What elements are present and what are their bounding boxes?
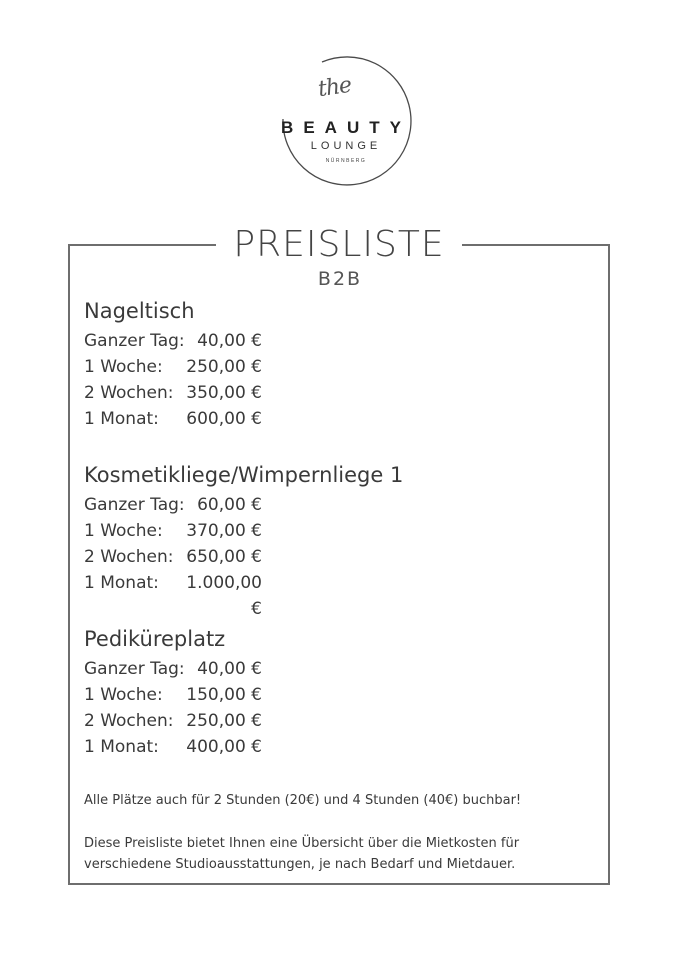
- page-subtitle: B2B: [317, 268, 363, 290]
- price-row: [84, 406, 594, 432]
- price-label: Ganzer Tag:: [84, 331, 185, 351]
- price-row: [84, 734, 594, 760]
- price-value: 250,00 €: [186, 357, 262, 377]
- section-title: Kosmetikliege/Wimpernliege 1: [84, 463, 404, 487]
- price-value: 1.000,00 €: [186, 573, 262, 619]
- price-label: 1 Monat:: [84, 573, 159, 593]
- price-value: 40,00 €: [197, 331, 262, 351]
- logo-script-the: the: [316, 72, 353, 103]
- price-row: [84, 492, 594, 518]
- section-title: Nageltisch: [84, 299, 195, 323]
- frame-top-line-right: [462, 244, 610, 246]
- price-list-content: [84, 296, 594, 875]
- logo-wordmark-lounge: LOUNGE: [310, 140, 382, 152]
- price-label: 1 Monat:: [84, 737, 159, 757]
- price-value: 40,00 €: [197, 659, 262, 679]
- logo-wordmark-beauty: BEAUTY: [281, 118, 411, 137]
- price-value: 370,00 €: [186, 521, 262, 541]
- price-label: 2 Wochen:: [84, 383, 174, 403]
- price-row: [84, 354, 594, 380]
- price-label: 1 Woche:: [84, 685, 163, 705]
- description-line-2: verschiedene Studioausstattungen, je nach Bedarf und Mietdauer.: [84, 857, 516, 872]
- page-title: PREISLISTE: [233, 224, 445, 265]
- price-label: 1 Woche:: [84, 357, 163, 377]
- price-label: 1 Woche:: [84, 521, 163, 541]
- price-row: [84, 708, 594, 734]
- price-label: Ganzer Tag:: [84, 495, 185, 515]
- price-row: [84, 380, 594, 406]
- section-title: Pediküreplatz: [84, 627, 226, 651]
- price-row: [84, 544, 594, 570]
- price-value: 600,00 €: [186, 409, 262, 429]
- section-nageltisch: [84, 296, 594, 432]
- price-label: Ganzer Tag:: [84, 659, 185, 679]
- price-label: 1 Monat:: [84, 409, 159, 429]
- price-row: [84, 656, 594, 682]
- section-kosmetikliege: [84, 460, 594, 619]
- hours-note: Alle Plätze auch für 2 Stunden (20€) und 4 Stunden (40€) buchbar!: [84, 793, 522, 808]
- description-line-1: Diese Preisliste bietet Ihnen eine Übersicht über die Mietkosten für: [84, 836, 520, 851]
- price-row: [84, 518, 594, 544]
- brand-logo: [250, 55, 435, 195]
- price-row: [84, 328, 594, 354]
- price-value: 60,00 €: [197, 495, 262, 515]
- price-value: 650,00 €: [186, 547, 262, 567]
- price-value: 150,00 €: [186, 685, 262, 705]
- logo-city: NÜRNBERG: [325, 158, 367, 164]
- price-row: [84, 682, 594, 708]
- frame-top-line-left: [68, 244, 216, 246]
- price-row: [84, 570, 594, 619]
- price-label: 2 Wochen:: [84, 711, 174, 731]
- price-value: 350,00 €: [186, 383, 262, 403]
- section-pedikuereplatz: [84, 624, 594, 760]
- price-value: 250,00 €: [186, 711, 262, 731]
- price-value: 400,00 €: [186, 737, 262, 757]
- price-label: 2 Wochen:: [84, 547, 174, 567]
